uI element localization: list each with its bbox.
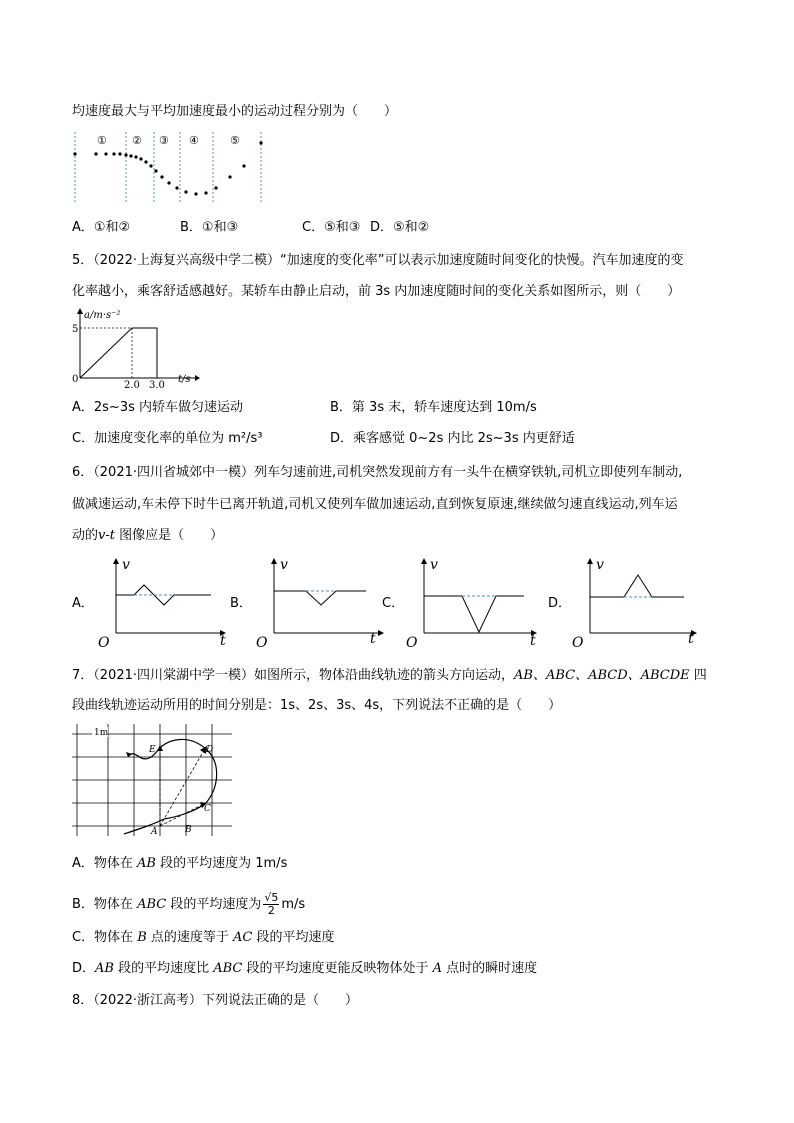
q5-graph-ylabel: a/m·s⁻² xyxy=(84,310,121,321)
q7-stem-line1: 7．（2021·四川棠湖中学一模）如图所示，物体沿曲线轨迹的箭头方向运动，AB、ABC、ABCD、ABCDE 四 xyxy=(72,668,707,683)
q6-a-axis-t: t xyxy=(220,633,226,649)
q6-c-axis-v: v xyxy=(430,557,438,573)
q6-b-axis-o: O xyxy=(256,635,268,651)
q6-b-axis-v: v xyxy=(280,557,288,573)
q6-option-a-label[interactable]: A． xyxy=(72,596,94,611)
q6-d-axis-v: v xyxy=(596,557,604,573)
q5-acceleration-time-graph xyxy=(70,308,200,391)
q6-stem-line3: 动的v-t 图像应是（ ） xyxy=(72,528,224,543)
q7-point-d: D xyxy=(206,745,214,755)
q4-marker-4: ④ xyxy=(189,134,199,147)
q4-option-b[interactable]: B．①和③ xyxy=(180,220,239,235)
q7-stem-line2: 段曲线轨迹运动所用的时间分别是：1s、2s、3s、4s，下列说法不正确的是（ ） xyxy=(72,698,562,713)
q5-graph-origin: 0 xyxy=(72,374,79,385)
q6-option-c-label[interactable]: C． xyxy=(382,596,405,611)
q4-marker-3: ③ xyxy=(159,134,169,147)
q6-c-axis-t: t xyxy=(530,633,536,649)
q5-stem-line2: 化率越小，乘客舒适感越好。某轿车由静止启动，前 3s 内加速度随时间的变化关系如图所示，则（ ） xyxy=(72,284,681,299)
q7-option-c[interactable]: C．物体在 B 点的速度等于 AC 段的平均速度 xyxy=(72,930,335,945)
q6-option-d-graph[interactable] xyxy=(570,555,705,651)
q6-b-axis-t: t xyxy=(370,631,376,647)
q4-dot-trajectory-figure xyxy=(70,132,270,202)
q6-option-b-label[interactable]: B． xyxy=(230,596,252,611)
q7-option-b-fraction: $\frac{√5}{2}$ xyxy=(264,891,279,917)
q4-option-d[interactable]: D．⑤和② xyxy=(370,220,430,235)
q8-stem-line1: 8．（2022·浙江高考）下列说法正确的是（ ） xyxy=(72,993,358,1008)
q4-marker-1: ① xyxy=(97,134,107,147)
q5-graph-xlabel: t/s xyxy=(178,374,191,385)
q6-stem-line2: 做减速运动,车未停下时牛已离开轨道,司机又使列车做加速运动,直到恢复原速,继续做匀速直线运动,列车运 xyxy=(72,497,678,512)
q5-graph-xtick-3: 3.0 xyxy=(149,380,165,391)
q6-option-c-graph[interactable] xyxy=(404,555,544,651)
q6-option-b-graph[interactable] xyxy=(254,555,389,651)
q4-option-a[interactable]: A．①和② xyxy=(72,220,131,235)
q7-option-a[interactable]: A．物体在 AB 段的平均速度为 1m/s xyxy=(72,856,288,871)
q4-option-c[interactable]: C．⑤和③ xyxy=(302,220,361,235)
q6-d-axis-t: t xyxy=(688,631,694,647)
q7-point-a: A xyxy=(151,827,158,837)
q7-option-d[interactable]: D．AB 段的平均速度比 ABC 段的平均速度更能反映物体处于 A 点时的瞬时速度 xyxy=(72,961,538,976)
q7-point-e: E xyxy=(149,745,156,755)
q5-stem-line1: 5．（2022·上海复兴高级中学二模）“加速度的变化率”可以表示加速度随时间变化的快慢。汽车加速度的变 xyxy=(72,253,684,268)
q6-a-axis-o: O xyxy=(98,635,110,651)
q4-marker-2: ② xyxy=(132,134,142,147)
q7-grid-trajectory-figure xyxy=(72,724,237,844)
q5-option-d[interactable]: D．乘客感觉 0~2s 内比 2s~3s 内更舒适 xyxy=(330,431,575,446)
q5-graph-xtick-2: 2.0 xyxy=(124,380,140,391)
q4-marker-5: ⑤ xyxy=(230,134,240,147)
q6-option-d-label[interactable]: D． xyxy=(548,596,572,611)
q7-option-b[interactable]: B．物体在 ABC 段的平均速度为 $\frac{√5}{2}$ m/s xyxy=(72,891,306,917)
q7-grid-scale: 1m xyxy=(94,728,109,738)
q5-option-a[interactable]: A．2s~3s 内轿车做匀速运动 xyxy=(72,400,244,415)
q6-option-a-graph[interactable] xyxy=(96,555,231,651)
q6-a-axis-v: v xyxy=(122,557,130,573)
q7-point-c: C xyxy=(204,804,211,814)
q5-graph-ytick-5: 5 xyxy=(72,324,79,335)
q6-c-axis-o: O xyxy=(406,635,418,651)
q5-option-c[interactable]: C．加速度变化率的单位为 m²/s³ xyxy=(72,431,263,446)
q6-d-axis-o: O xyxy=(572,635,584,651)
q5-option-b[interactable]: B．第 3s 末，轿车速度达到 10m/s xyxy=(330,400,537,415)
q6-stem-line1: 6．（2021·四川省城郊中一模）列车匀速前进,司机突然发现前方有一头牛在横穿铁轨,司机立即使列车制动, xyxy=(72,465,683,480)
q7-point-b: B xyxy=(185,825,192,835)
q4-stem-tail: 均速度最大与平均加速度最小的运动过程分别为（ ） xyxy=(72,104,398,119)
